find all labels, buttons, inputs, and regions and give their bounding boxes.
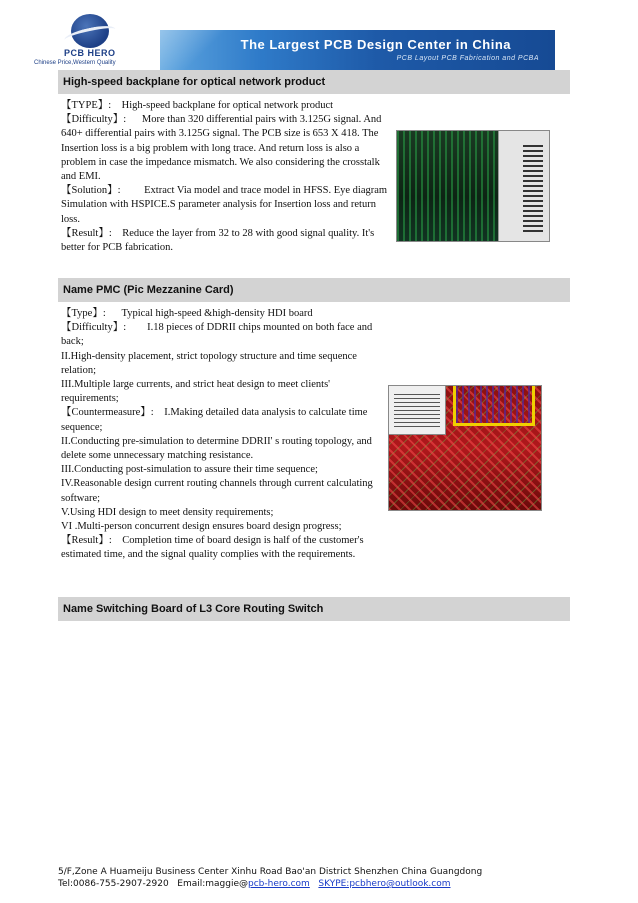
layer-grid xyxy=(523,145,543,233)
logo-tagline: Chinese Price,Western Quality xyxy=(34,60,116,66)
section-body-pmc xyxy=(61,307,373,563)
header-banner xyxy=(160,30,555,70)
type-paragraph: 【TYPE】: High-speed backplane for optical network product xyxy=(61,100,334,111)
countermeasure-paragraph: 【Countermeasure】: I.Making detailed data analysis to calculate time sequence; xyxy=(61,407,368,433)
report-window xyxy=(389,386,446,435)
type-paragraph: 【Type】: Typical high-speed &high-density HDI board xyxy=(61,308,313,319)
company-logo xyxy=(34,14,156,70)
banner-title: The Largest PCB Design Center in China xyxy=(240,37,511,52)
chip-outline xyxy=(453,386,535,426)
solution-paragraph: 【Solution】: Extract Via model and trace model in HFSS. Eye diagram Simulation with HSPICE.S parameter analysis for Insertion loss and return loss. xyxy=(61,185,388,225)
countermeasure-item-4: IV.Reasonable design current routing channels through current calculating software; xyxy=(61,478,373,504)
countermeasure-item-3: III.Conducting post-simulation to assure their time sequence; xyxy=(61,464,318,476)
section-title-pmc: Name PMC (Pic Mezzanine Card) xyxy=(58,278,570,302)
layer-panel xyxy=(498,131,549,241)
result-paragraph: 【Result】: Completion time of board design is half of the customer's estimated time, and the signal quality complies with the requirements. xyxy=(61,535,364,561)
difficulty-paragraph: 【Difficulty】: More than 320 differential pairs with 3.125G signal. And 640+ differential pairs with 3.125G signal. The PCB size is 653 X 418. The Insertion loss is a big problem with long trace. And return loss is also a problem in case the impedance mismatch. We also considering the crosstalk and EMI. xyxy=(61,114,382,183)
footer-contact xyxy=(58,878,482,890)
footer xyxy=(58,866,482,890)
footer-address: 5/F,Zone A Huameiju Business Center Xinhu Road Bao'an District Shenzhen China Guangdong xyxy=(58,867,483,877)
report-lines xyxy=(394,394,440,430)
difficulty-paragraph: 【Difficulty】: I.18 pieces of DDRII chips mounted on both face and back; xyxy=(61,322,373,348)
section-title-switching-board: Name Switching Board of L3 Core Routing Switch xyxy=(58,597,570,621)
countermeasure-item-6: VI .Multi-person concurrent design ensures board design progress; xyxy=(61,521,342,533)
banner-decoration xyxy=(160,30,230,70)
banner-subtitle: PCB Layout PCB Fabrication and PCBA xyxy=(396,55,539,62)
footer-email-link[interactable]: pcb-hero.com xyxy=(248,879,310,889)
backplane-pcb-image xyxy=(396,130,550,242)
pmc-pcb-image xyxy=(388,385,542,511)
section-title-backplane: High-speed backplane for optical network product xyxy=(58,70,570,94)
footer-skype-link[interactable]: SKYPE:pcbhero@outlook.com xyxy=(318,879,451,889)
result-paragraph: 【Result】: Reduce the layer from 32 to 28 with good signal quality. It's better for PCB fabrication. xyxy=(61,227,375,254)
footer-tel: Tel:0086-755-2907-2920 xyxy=(58,879,169,889)
difficulty-item-2: II.High-density placement, strict topology structure and time sequence relation; xyxy=(61,350,357,376)
logo-name: PCB HERO xyxy=(64,48,116,58)
difficulty-item-3: III.Multiple large currents, and strict heat design to meet clients' requirements; xyxy=(61,379,331,405)
footer-email-label: Email:maggie@ xyxy=(177,879,249,889)
countermeasure-item-5: V.Using HDI design to meet density requirements; xyxy=(61,506,274,518)
countermeasure-item-2: II.Conducting pre-simulation to determine DDRII' s routing topology, and delete some unnecessary matching resistance. xyxy=(61,435,372,462)
section-body-backplane xyxy=(61,99,389,255)
